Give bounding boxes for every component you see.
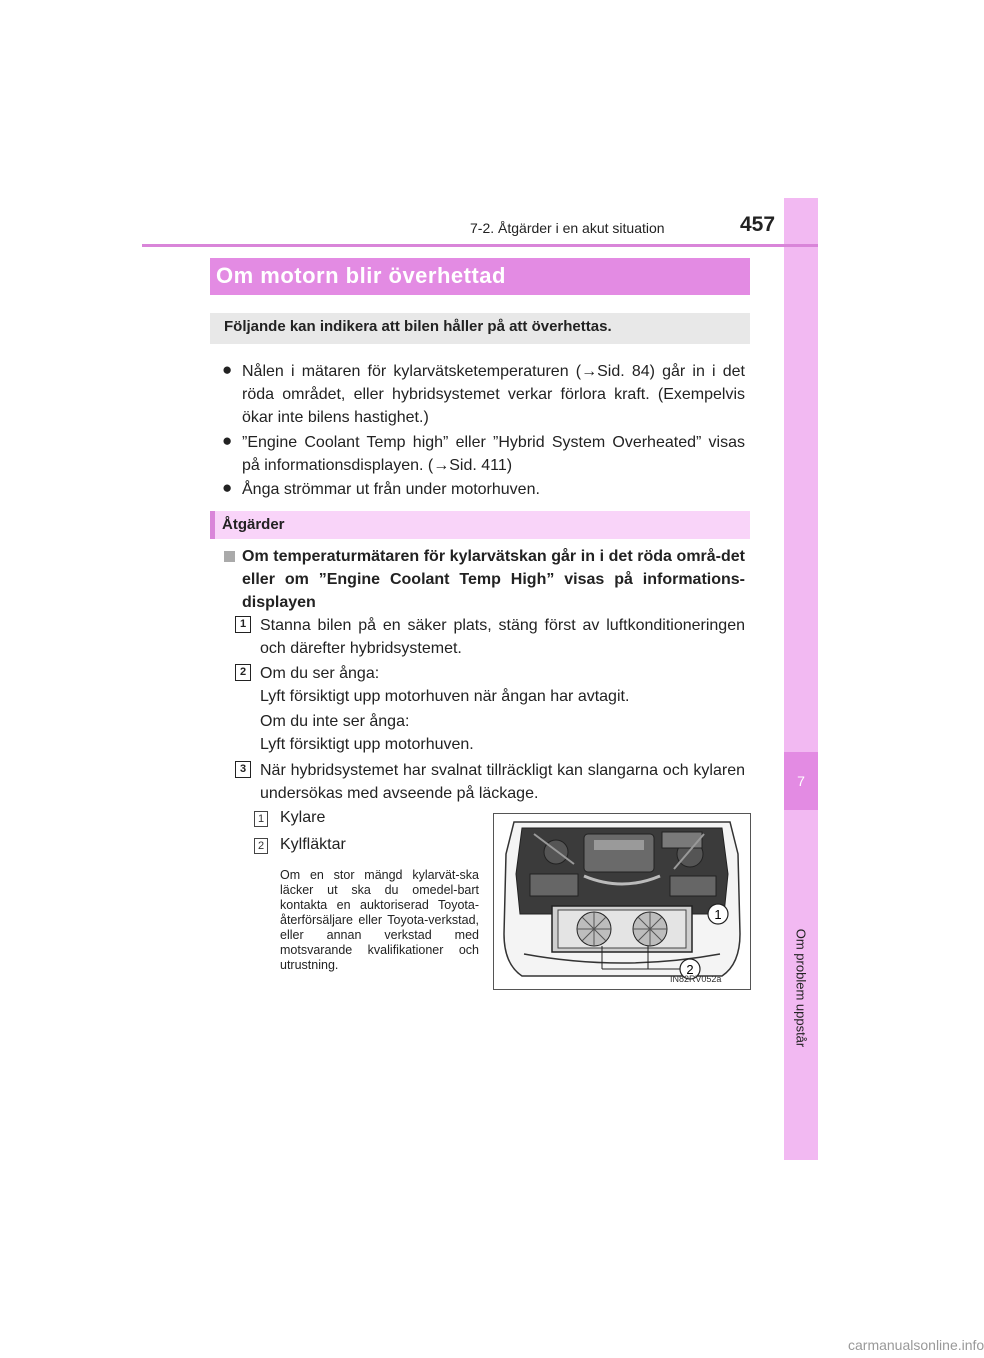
section-heading: 7-2. Åtgärder i en akut situation	[470, 220, 665, 236]
square-bullet-icon	[224, 551, 235, 562]
bullet-icon: ●	[222, 431, 233, 450]
header-rule	[142, 244, 818, 247]
step-text: Lyft försiktigt upp motorhuven.	[260, 736, 474, 753]
bullet-item: Nålen i mätaren för kylarvätsketemperaturen (→Sid. 84) går in i det röda området, eller hybridsystemet verkar förlora kraft. (Exempelvis ökar inte bilens hastighet.)	[242, 363, 745, 426]
bullet-icon: ●	[222, 360, 233, 379]
actions-heading-bar	[210, 511, 750, 539]
actions-heading: Åtgärder	[222, 516, 285, 533]
step-text: Lyft försiktigt upp motorhuven när ångan har avtagit.	[260, 688, 630, 705]
callout-number: 2	[254, 838, 268, 854]
callout-label: Kylfläktar	[280, 836, 346, 853]
bullet-item: Ånga strömmar ut från under motorhuven.	[242, 481, 540, 498]
figure-label-2: 2	[686, 962, 694, 977]
intro-text: Följande kan indikera att bilen håller på att överhettas.	[224, 318, 612, 335]
figure-label-1: 1	[714, 907, 722, 922]
chapter-title: Om problem uppstår	[793, 928, 809, 1048]
step-text: Om du ser ånga:	[260, 665, 380, 682]
step-number-box: 2	[235, 664, 251, 681]
actions-heading-accent	[210, 511, 215, 539]
step-text: När hybridsystemet har svalnat tillräckligt kan slangarna och kylaren undersökas med avseende på läckage.	[260, 762, 745, 802]
step-number-box: 1	[235, 616, 251, 633]
page-number: 457	[740, 213, 776, 236]
engine-bay-illustration	[494, 814, 750, 989]
engine-bay-figure	[493, 813, 751, 990]
bullet-icon: ●	[222, 478, 233, 497]
step-number-box: 3	[235, 761, 251, 778]
figure-code: IN82RV052a	[670, 974, 722, 984]
condition-text: Om temperaturmätaren för kylarvätskan går in i det röda områ-det eller om ”Engine Coolant Temp High” visas på informations-displayen	[242, 548, 745, 611]
page-title: Om motorn blir överhettad	[216, 263, 506, 288]
step-text: Om du inte ser ånga:	[260, 713, 410, 730]
site-watermark[interactable]: carmanualsonline.info	[848, 1337, 984, 1353]
step-text: Stanna bilen på en säker plats, stäng först av luftkonditioneringen och därefter hybridsystemet.	[260, 617, 745, 657]
warning-note: Om en stor mängd kylarvät-ska läcker ut ska du omedel-bart kontakta en auktoriserad Toyota-återförsäljare eller Toyota-verkstad, eller annan verkstad med motsvarande kvalifikationer och utrustning.	[280, 868, 479, 972]
chapter-number: 7	[784, 752, 818, 810]
callout-label: Kylare	[280, 809, 326, 826]
callout-number: 1	[254, 811, 268, 827]
bullet-item: ”Engine Coolant Temp high” eller ”Hybrid System Overheated” visas på informationsdisplayen. (→Sid. 411)	[242, 434, 745, 474]
